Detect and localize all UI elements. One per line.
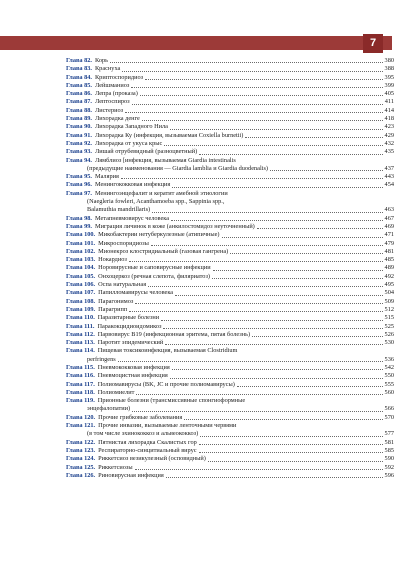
toc-entry[interactable] bbox=[66, 455, 394, 463]
chapter-label: Глава 100. bbox=[66, 231, 96, 239]
chapter-label: Глава 107. bbox=[66, 289, 96, 297]
page-reference: 429 bbox=[384, 131, 394, 139]
chapter-label: Глава 87. bbox=[66, 98, 92, 106]
chapter-title: Лихорадка денге bbox=[94, 115, 140, 123]
chapter-title: Парагонимоз bbox=[98, 297, 134, 305]
dot-leader bbox=[129, 311, 382, 312]
toc-entry[interactable] bbox=[66, 157, 394, 165]
chapter-label: Глава 99. bbox=[66, 222, 92, 230]
toc-entry[interactable] bbox=[66, 248, 394, 256]
page-reference: 555 bbox=[384, 380, 394, 388]
page-reference: 581 bbox=[384, 438, 394, 446]
toc-entry[interactable] bbox=[66, 439, 394, 447]
dot-leader bbox=[184, 419, 382, 420]
toc-entry[interactable] bbox=[66, 289, 394, 297]
toc-entry-continuation bbox=[66, 356, 394, 364]
toc-entry[interactable] bbox=[66, 140, 394, 148]
page-reference: 536 bbox=[384, 355, 394, 363]
chapter-label: Глава 103. bbox=[66, 256, 96, 264]
toc-entry[interactable] bbox=[66, 447, 394, 455]
toc-entry[interactable] bbox=[66, 298, 394, 306]
chapter-label: Глава 123. bbox=[66, 446, 96, 454]
toc-entry[interactable] bbox=[66, 331, 394, 339]
page-reference: 525 bbox=[384, 322, 394, 330]
dot-leader bbox=[172, 369, 383, 370]
chapter-title: Парагрипп bbox=[98, 305, 128, 313]
toc-entry[interactable] bbox=[66, 323, 394, 331]
page-reference: 405 bbox=[384, 90, 394, 98]
dot-leader bbox=[136, 394, 382, 395]
chapter-label: Глава 111. bbox=[66, 322, 95, 330]
chapter-label: Глава 104. bbox=[66, 264, 96, 272]
chapter-title-continuation: Balamuthia mandrillaris) bbox=[87, 206, 151, 214]
chapter-title: Лейшманиоз bbox=[94, 81, 130, 89]
chapter-label: Глава 96. bbox=[66, 181, 92, 189]
chapter-title: Прочие грибковые заболевания bbox=[98, 413, 183, 421]
page-reference: 418 bbox=[384, 115, 394, 123]
toc-entry[interactable] bbox=[66, 472, 394, 480]
toc-entry[interactable] bbox=[66, 389, 394, 397]
chapter-title: Полиомиелит bbox=[97, 388, 135, 396]
dot-leader bbox=[270, 170, 383, 171]
page-reference: 471 bbox=[384, 231, 394, 239]
page-reference: 530 bbox=[384, 339, 394, 347]
chapter-label: Глава 83. bbox=[66, 65, 92, 73]
chapter-label: Глава 86. bbox=[66, 90, 92, 98]
toc-entry[interactable] bbox=[66, 82, 394, 90]
dot-leader bbox=[164, 145, 382, 146]
toc-entry[interactable] bbox=[66, 231, 394, 239]
chapter-title: Паротит эпидемический bbox=[97, 339, 164, 347]
toc-entry-continuation bbox=[66, 165, 394, 173]
page-reference: 395 bbox=[384, 73, 394, 81]
chapter-label: Глава 122. bbox=[66, 438, 96, 446]
toc-entry[interactable] bbox=[66, 381, 394, 389]
page-reference: 399 bbox=[384, 81, 394, 89]
toc-entry[interactable] bbox=[66, 190, 394, 198]
chapter-title: Пневмоцистная инфекция bbox=[97, 372, 168, 380]
dot-leader bbox=[140, 95, 383, 96]
chapter-label: Глава 113. bbox=[66, 339, 95, 347]
dot-leader bbox=[171, 220, 383, 221]
chapter-title-continuation: (предыдущие наименования — Giardia lamblia и Giardia duodenalis) bbox=[87, 164, 268, 172]
chapter-label: Глава 85. bbox=[66, 81, 92, 89]
toc-entry[interactable] bbox=[66, 181, 394, 189]
toc-entry[interactable] bbox=[66, 306, 394, 314]
chapter-title: Норовирусные и саповирусные инфекции bbox=[98, 264, 211, 272]
page-reference: 550 bbox=[384, 372, 394, 380]
chapter-title: Мионекроз клостридиальный (газовая гангрена) bbox=[98, 247, 229, 255]
page-reference: 479 bbox=[384, 239, 394, 247]
chapter-label: Глава 92. bbox=[66, 139, 92, 147]
page-reference: 504 bbox=[384, 289, 394, 297]
chapter-title: Нокардиоз bbox=[98, 256, 127, 264]
chapter-title: Лептоспироз bbox=[94, 98, 130, 106]
page-reference: 596 bbox=[384, 471, 394, 479]
chapter-label: Глава 94. bbox=[66, 156, 92, 164]
toc-entry[interactable] bbox=[66, 123, 394, 131]
dot-leader bbox=[199, 452, 383, 453]
page-reference: 380 bbox=[384, 57, 394, 64]
dot-leader bbox=[252, 336, 382, 337]
page-reference: 435 bbox=[384, 148, 394, 156]
chapter-label: Глава 114. bbox=[66, 347, 95, 355]
chapter-title: Полиомавирусы (BK, JC и прочие полиомавирусы) bbox=[97, 380, 235, 388]
toc-entry[interactable] bbox=[66, 347, 394, 355]
toc-entry[interactable] bbox=[66, 57, 394, 65]
page-number-badge: 7 bbox=[363, 34, 383, 53]
chapter-label: Глава 116. bbox=[66, 372, 95, 380]
page-reference: 592 bbox=[384, 463, 394, 471]
dot-leader bbox=[161, 320, 382, 321]
chapter-label: Глава 90. bbox=[66, 123, 92, 131]
chapter-title: Оспа натуральная bbox=[98, 281, 147, 289]
toc-entry[interactable] bbox=[66, 215, 394, 223]
chapter-title: Паразитарные болезни bbox=[97, 314, 160, 322]
chapter-title: Микроспоридиозы bbox=[98, 239, 149, 247]
chapter-title-continuation: (в том числе эхинококкоз и альвеококкоз) bbox=[87, 430, 199, 438]
page-reference: 463 bbox=[384, 206, 394, 214]
chapter-title: Лихорадка от укуса крыс bbox=[94, 139, 163, 147]
chapter-title: Миграция личинок в коже (анкилостомидоз неуточненный) bbox=[94, 222, 255, 230]
chapter-label: Глава 98. bbox=[66, 214, 92, 222]
chapter-title: Паракокцидиоидомикоз bbox=[97, 322, 162, 330]
toc-entry[interactable] bbox=[66, 74, 394, 82]
chapter-title: Менингококковая инфекция bbox=[94, 181, 171, 189]
dot-leader bbox=[170, 378, 383, 379]
toc-entry-continuation bbox=[66, 405, 394, 413]
chapter-label: Глава 117. bbox=[66, 380, 95, 388]
chapter-title: Лихорадка Ку (инфекция, вызываемая Coxiella burnetii) bbox=[94, 131, 244, 139]
dot-leader bbox=[142, 120, 383, 121]
chapter-title: Лишай отрубевидный (разноцветный) bbox=[94, 148, 198, 156]
page-reference: 481 bbox=[384, 247, 394, 255]
dot-leader bbox=[222, 237, 383, 238]
dot-leader bbox=[257, 228, 383, 229]
dot-leader bbox=[166, 477, 383, 478]
page-reference: 492 bbox=[384, 272, 394, 280]
page-reference: 585 bbox=[384, 446, 394, 454]
chapter-title: Риккетсиоз везикулезный (осповидный) bbox=[98, 455, 206, 463]
dot-leader bbox=[163, 328, 382, 329]
toc-entry[interactable] bbox=[66, 281, 394, 289]
chapter-title: Менингоэнцефалит и кератит амебной этиологии bbox=[94, 189, 228, 197]
chapter-label: Глава 118. bbox=[66, 388, 95, 396]
chapter-label: Глава 82. bbox=[66, 57, 92, 64]
toc-entry[interactable] bbox=[66, 90, 394, 98]
chapter-title: Лямблиоз [инфекция, вызываемая Giardia intestinalis bbox=[94, 156, 236, 164]
toc-entry-continuation bbox=[66, 430, 394, 438]
chapter-title: Пятнистая лихорадка Скалистых гор bbox=[98, 438, 197, 446]
toc-entry-continuation bbox=[66, 198, 394, 206]
toc-entry[interactable] bbox=[66, 98, 394, 106]
chapter-label: Глава 124. bbox=[66, 455, 96, 463]
chapter-title: Папилломавирусы человека bbox=[98, 289, 174, 297]
dot-leader bbox=[110, 62, 383, 63]
dot-leader bbox=[151, 245, 383, 246]
page-reference: 469 bbox=[384, 222, 394, 230]
page-reference: 467 bbox=[384, 214, 394, 222]
toc-entry[interactable] bbox=[66, 107, 394, 115]
toc-entry[interactable] bbox=[66, 422, 394, 430]
chapter-label: Глава 105. bbox=[66, 272, 96, 280]
toc-entry[interactable] bbox=[66, 115, 394, 123]
dot-leader bbox=[208, 461, 383, 462]
chapter-label: Глава 126. bbox=[66, 471, 96, 479]
dot-leader bbox=[172, 187, 382, 188]
toc-entry[interactable] bbox=[66, 397, 394, 405]
dot-leader bbox=[121, 178, 383, 179]
chapter-label: Глава 125. bbox=[66, 463, 96, 471]
chapter-label: Глава 88. bbox=[66, 106, 92, 114]
chapter-label: Глава 93. bbox=[66, 148, 92, 156]
page-reference: 437 bbox=[384, 164, 394, 172]
chapter-title: Онхоцеркоз (речная слепота, филяриатоз) bbox=[98, 272, 211, 280]
chapter-label: Глава 84. bbox=[66, 73, 92, 81]
toc-entry[interactable] bbox=[66, 264, 394, 272]
dot-leader bbox=[135, 303, 382, 304]
toc-entry[interactable] bbox=[66, 223, 394, 231]
dot-leader bbox=[129, 261, 383, 262]
toc-entry[interactable] bbox=[66, 65, 394, 73]
chapter-title: Метапневмовирус человека bbox=[94, 214, 170, 222]
chapter-label: Глава 91. bbox=[66, 131, 92, 139]
chapter-label: Глава 102. bbox=[66, 247, 96, 255]
dot-leader bbox=[132, 411, 382, 412]
dot-leader bbox=[237, 386, 383, 387]
toc-entry-continuation bbox=[66, 206, 394, 214]
page-reference: 509 bbox=[384, 297, 394, 305]
dot-leader bbox=[125, 112, 382, 113]
page-reference: 454 bbox=[384, 181, 394, 189]
chapter-title: Пищевая токсикоинфекция, вызываемая Clostridium bbox=[97, 347, 238, 355]
dot-leader bbox=[145, 79, 382, 80]
chapter-title-continuation: (Naegleria fowleri, Acanthamoeba spp., Sappinia spp., bbox=[87, 198, 225, 206]
dot-leader bbox=[135, 469, 383, 470]
page-reference: 577 bbox=[384, 430, 394, 438]
dot-leader bbox=[175, 295, 382, 296]
chapter-title: Риккетсиозы bbox=[98, 463, 133, 471]
chapter-title: Лихорадка Западного Нила bbox=[94, 123, 168, 131]
dot-leader bbox=[213, 270, 383, 271]
chapter-title-continuation: perfringens bbox=[87, 355, 116, 363]
table-of-contents bbox=[66, 57, 394, 480]
page-reference: 495 bbox=[384, 281, 394, 289]
toc-entry[interactable] bbox=[66, 256, 394, 264]
chapter-label: Глава 112. bbox=[66, 330, 95, 338]
dot-leader bbox=[230, 253, 382, 254]
dot-leader bbox=[122, 71, 382, 72]
page-reference: 443 bbox=[384, 173, 394, 181]
toc-entry[interactable] bbox=[66, 240, 394, 248]
chapter-title: Прионные болезни (трансмиссивные спонгиоформные bbox=[97, 397, 246, 405]
chapter-label: Глава 106. bbox=[66, 281, 96, 289]
chapter-label: Глава 119. bbox=[66, 397, 95, 405]
page-reference: 566 bbox=[384, 405, 394, 413]
chapter-label: Глава 101. bbox=[66, 239, 96, 247]
page-reference: 512 bbox=[384, 305, 394, 313]
chapter-title: Малярия bbox=[94, 173, 119, 181]
chapter-label: Глава 97. bbox=[66, 189, 92, 197]
chapter-title: Криптоспоридиоз bbox=[94, 73, 144, 81]
toc-entry[interactable] bbox=[66, 173, 394, 181]
dot-leader bbox=[118, 361, 383, 362]
dot-leader bbox=[131, 87, 382, 88]
dot-leader bbox=[245, 137, 382, 138]
chapter-title: Корь bbox=[94, 57, 109, 64]
chapter-title: Лепра (проказа) bbox=[94, 90, 138, 98]
chapter-title: Парвовирус B19 (инфекционная эритема, пятая болезнь) bbox=[97, 330, 251, 338]
chapter-title: Прочие инвазии, вызываемые ленточными червями bbox=[98, 422, 237, 430]
chapter-title: Респираторно-синцитиальный вирус bbox=[98, 446, 197, 454]
chapter-label: Глава 108. bbox=[66, 297, 96, 305]
dot-leader bbox=[148, 286, 382, 287]
chapter-label: Глава 89. bbox=[66, 115, 92, 123]
chapter-label: Глава 115. bbox=[66, 363, 95, 371]
toc-entry[interactable] bbox=[66, 414, 394, 422]
page-reference: 411 bbox=[384, 98, 394, 106]
chapter-title: Риновирусная инфекция bbox=[98, 471, 164, 479]
page-reference: 560 bbox=[384, 388, 394, 396]
dot-leader bbox=[212, 278, 383, 279]
header-title: Оглавление bbox=[177, 73, 224, 82]
dot-leader bbox=[200, 436, 382, 437]
dot-leader bbox=[132, 104, 383, 105]
chapter-label: Глава 109. bbox=[66, 305, 96, 313]
chapter-label: Глава 120. bbox=[66, 413, 96, 421]
page-reference: 590 bbox=[384, 455, 394, 463]
chapter-title: Листериоз bbox=[94, 106, 124, 114]
page-reference: 515 bbox=[384, 314, 394, 322]
page-reference: 542 bbox=[384, 363, 394, 371]
chapter-title-continuation: энцефалопатии) bbox=[87, 405, 131, 413]
page-reference: 489 bbox=[384, 264, 394, 272]
dot-leader bbox=[165, 344, 382, 345]
chapter-label: Глава 121. bbox=[66, 422, 96, 430]
toc-entry[interactable] bbox=[66, 314, 394, 322]
dot-leader bbox=[170, 129, 383, 130]
chapter-title: Краснуха bbox=[94, 65, 121, 73]
toc-entry[interactable] bbox=[66, 273, 394, 281]
page-reference: 423 bbox=[384, 123, 394, 131]
chapter-label: Глава 95. bbox=[66, 173, 92, 181]
page-reference: 388 bbox=[384, 65, 394, 73]
dot-leader bbox=[152, 212, 382, 213]
page-reference: 414 bbox=[384, 106, 394, 114]
dot-leader bbox=[199, 444, 383, 445]
chapter-title: Пневмококковая инфекция bbox=[97, 363, 170, 371]
chapter-title: Микобактерии нетуберкулезные (атипичные) bbox=[98, 231, 220, 239]
toc-entry[interactable] bbox=[66, 339, 394, 347]
dot-leader bbox=[199, 154, 382, 155]
toc-entry[interactable] bbox=[66, 132, 394, 140]
toc-entry[interactable] bbox=[66, 364, 394, 372]
toc-entry[interactable] bbox=[66, 148, 394, 156]
page-reference: 485 bbox=[384, 256, 394, 264]
page-reference: 570 bbox=[384, 413, 394, 421]
toc-entry[interactable] bbox=[66, 464, 394, 472]
page-reference: 432 bbox=[384, 139, 394, 147]
toc-entry[interactable] bbox=[66, 372, 394, 380]
chapter-label: Глава 110. bbox=[66, 314, 95, 322]
page-reference: 526 bbox=[384, 330, 394, 338]
